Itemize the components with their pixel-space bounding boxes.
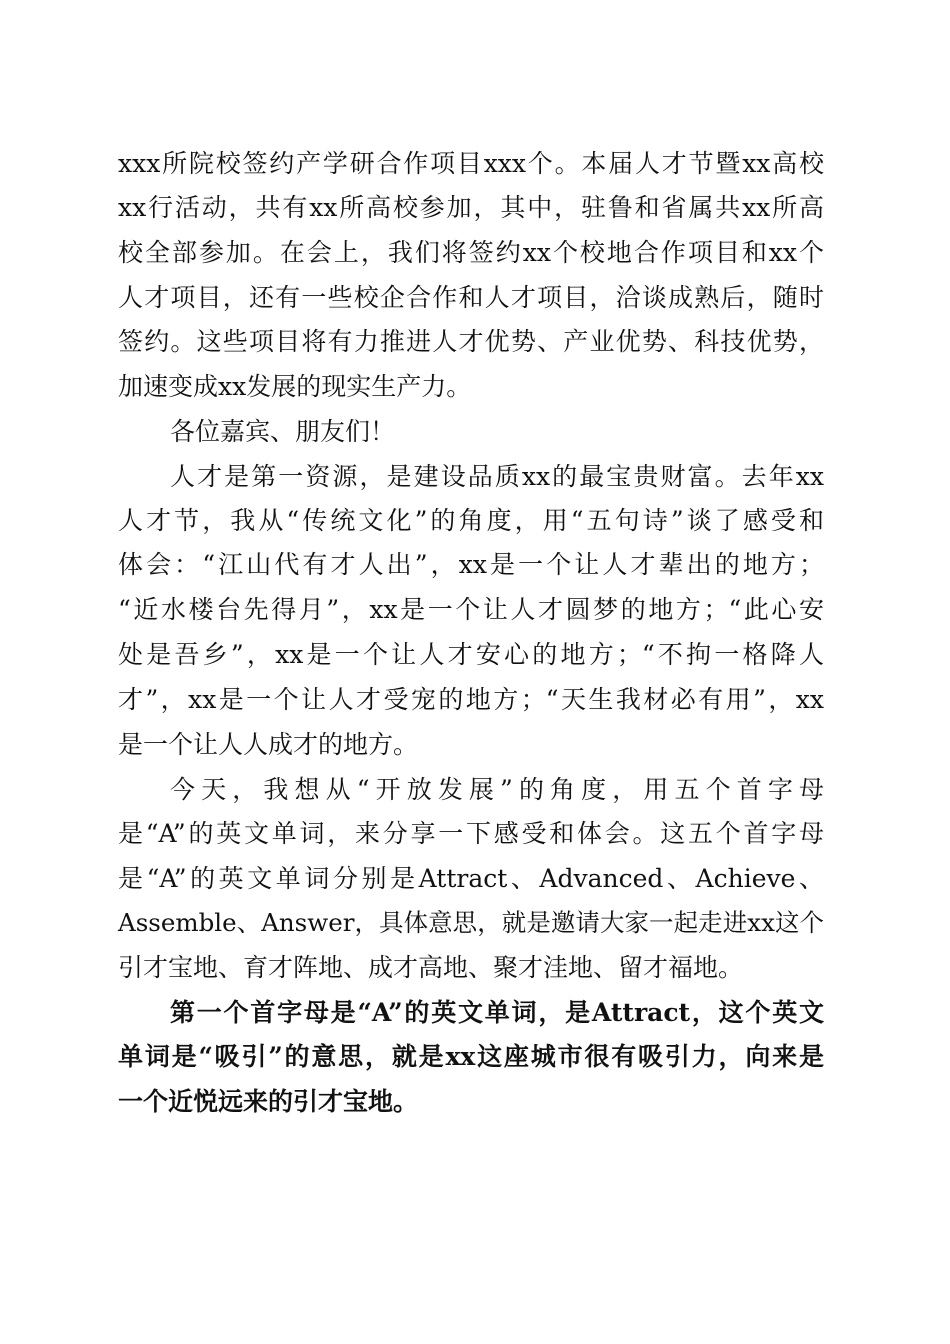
text-line: 校全部参加。在会上，我们将签约xx个校地合作项目和xx个 — [118, 238, 824, 267]
text-line: 是“A”的英文单词，来分享一下感受和体会。这五个首字母 — [118, 819, 824, 848]
text-line: 今天，我想从“开放发展”的角度，用五个首字母 — [170, 775, 824, 804]
text-line: xx行活动，共有xx所高校参加，其中，驻鲁和省属共xx所高 — [118, 193, 824, 222]
text-line: 人才是第一资源，是建设品质xx的最宝贵财富。去年xx — [170, 462, 824, 491]
text-line: Assemble、Answer，具体意思，就是邀请大家一起走进xx这个 — [118, 908, 824, 937]
text-line: “近水楼台先得月”，xx是一个让人才圆梦的地方；“此心安 — [118, 595, 824, 624]
text-line: 处是吾乡”，xx是一个让人才安心的地方；“不拘一格降人 — [118, 640, 824, 669]
text-line: 单词是“吸引”的意思，就是xx这座城市很有吸引力，向来是 — [118, 1042, 824, 1071]
text-line: 引才宝地、育才阵地、成才高地、聚才洼地、留才福地。 — [118, 953, 744, 982]
text-line: 是一个让人人成才的地方。 — [118, 730, 419, 759]
text-line: 一个近悦远来的引才宝地。 — [118, 1087, 419, 1116]
text-line: 签约。这些项目将有力推进人才优势、产业优势、科技优势， — [118, 327, 824, 356]
text-line: 人才节，我从“传统文化”的角度，用“五句诗”谈了感受和 — [118, 506, 824, 535]
text-line: xxx所院校签约产学研合作项目xxx个。本届人才节暨xx高校 — [118, 149, 824, 178]
text-line: 才”，xx是一个让人才受宠的地方；“天生我材必有用”，xx — [118, 685, 824, 714]
text-line: 体会：“江山代有才人出”，xx是一个让人才辈出的地方； — [118, 550, 824, 579]
greeting-line: 各位嘉宾、朋友们！ — [170, 417, 396, 446]
text-line: 第一个首字母是“A”的英文单词，是Attract，这个英文 — [170, 998, 824, 1027]
text-line: 加速变成xx发展的现实生产力。 — [118, 372, 472, 401]
text-line: 人才项目，还有一些校企合作和人才项目，洽谈成熟后，随时 — [118, 283, 824, 312]
text-line: 是“A”的英文单词分别是Attract、Advanced、Achieve、 — [118, 864, 824, 893]
